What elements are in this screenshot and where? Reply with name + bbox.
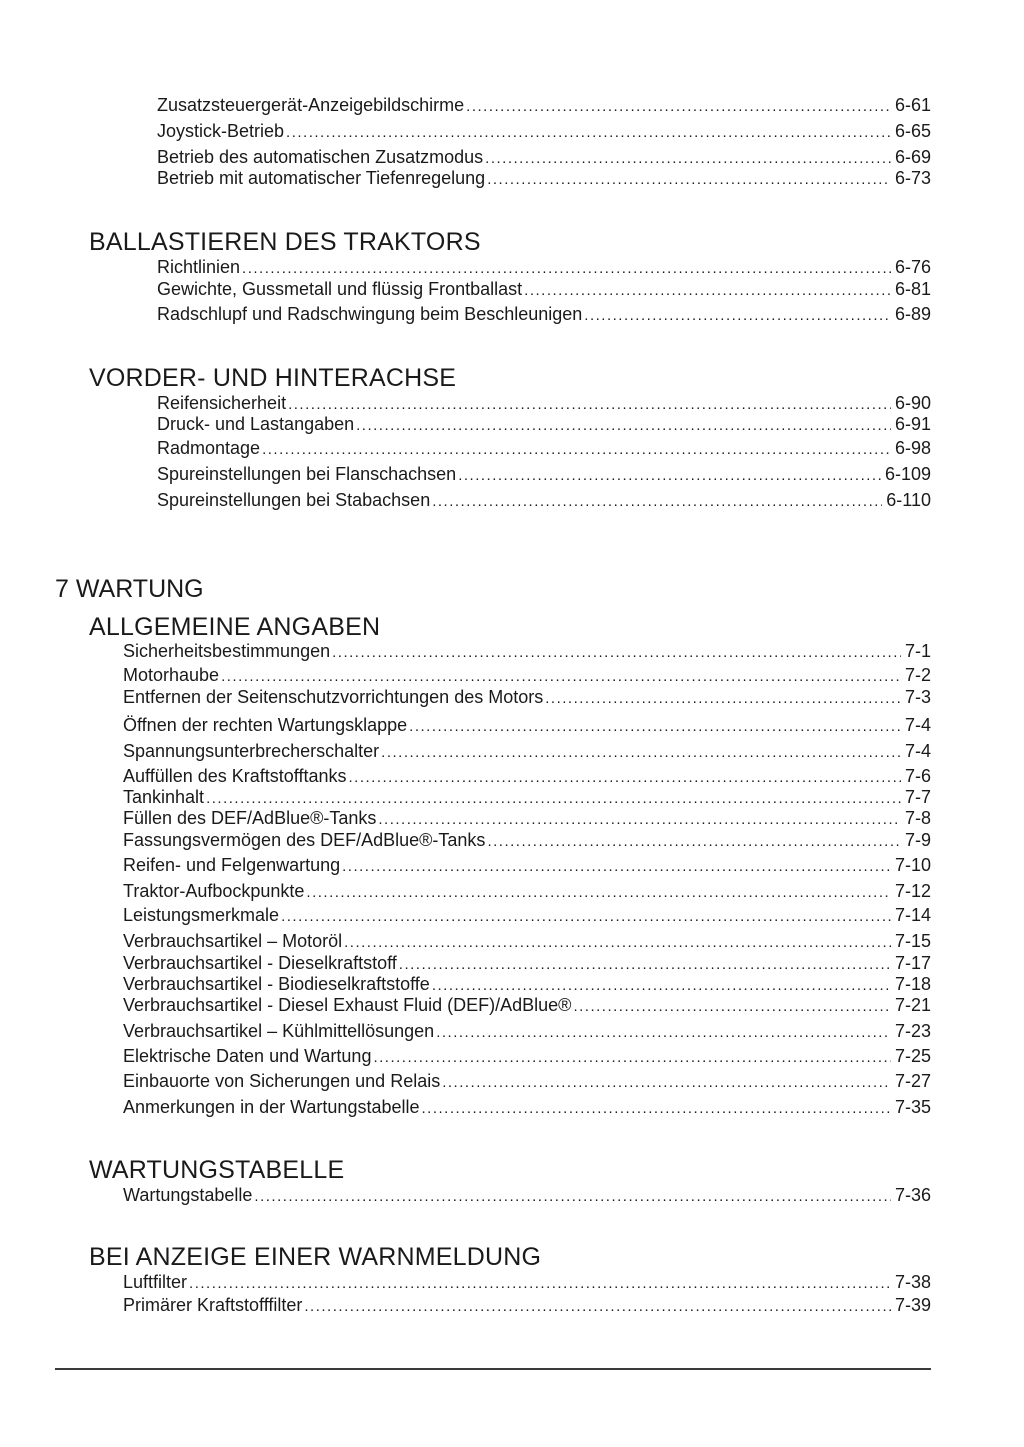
toc-entry[interactable]	[123, 829, 931, 853]
toc-leader-dots	[373, 1047, 891, 1069]
toc-entry-label: Zusatzsteuergerät-Anzeigebildschirme	[157, 95, 465, 115]
toc-entry-label: Radschlupf und Radschwingung beim Beschleunigen	[157, 304, 583, 324]
toc-leader-dots	[422, 1098, 891, 1120]
toc-leader-dots	[332, 642, 901, 664]
toc-entry[interactable]	[157, 489, 931, 513]
toc-entry-page: 7-10	[894, 855, 931, 875]
toc-entry-page: 7-18	[894, 974, 931, 994]
chapter-title: 7 WARTUNG	[55, 575, 204, 603]
toc-leader-dots	[409, 716, 901, 738]
toc-entry-label: Entfernen der Seitenschutzvorrichtungen des Motors	[123, 687, 544, 707]
footer-divider	[55, 1368, 931, 1370]
toc-entry[interactable]	[123, 930, 931, 954]
toc-entry[interactable]	[123, 1294, 931, 1318]
toc-entry-label: Fassungsvermögen des DEF/AdBlue®-Tanks	[123, 830, 486, 850]
toc-leader-dots	[432, 491, 882, 513]
toc-entry[interactable]	[157, 303, 931, 327]
toc-entry-page: 7-3	[904, 687, 931, 707]
toc-entry-label: Elektrische Daten und Wartung	[123, 1046, 372, 1066]
toc-entry[interactable]	[123, 1045, 931, 1069]
toc-entry[interactable]	[123, 854, 931, 878]
toc-entry-page: 7-35	[894, 1097, 931, 1117]
toc-entry[interactable]	[157, 120, 931, 144]
toc-leader-dots	[524, 280, 891, 302]
toc-entry-label: Sicherheitsbestimmungen	[123, 641, 331, 661]
toc-entry-page: 7-7	[904, 787, 931, 807]
toc-entry-page: 7-23	[894, 1021, 931, 1041]
toc-entry-page: 7-8	[904, 808, 931, 828]
toc-leader-dots	[254, 1186, 891, 1208]
toc-leader-dots	[221, 666, 901, 688]
toc-leader-dots	[304, 1296, 891, 1318]
section-heading-ballast: BALLASTIEREN DES TRAKTORS	[89, 228, 481, 256]
toc-entry-page: 7-14	[894, 905, 931, 925]
toc-entry[interactable]	[123, 1184, 931, 1208]
toc-entry-page: 7-21	[894, 995, 931, 1015]
toc-entry-page: 7-36	[894, 1185, 931, 1205]
toc-entry-label: Betrieb des automatischen Zusatzmodus	[157, 147, 484, 167]
toc-entry[interactable]	[157, 256, 931, 280]
toc-entry-page: 7-15	[894, 931, 931, 951]
toc-entry-label: Tankinhalt	[123, 787, 205, 807]
toc-entry-label: Füllen des DEF/AdBlue®-Tanks	[123, 808, 377, 828]
toc-entry-label: Leistungsmerkmale	[123, 905, 280, 925]
toc-leader-dots	[442, 1072, 891, 1094]
toc-entry-page: 6-61	[894, 95, 931, 115]
toc-entry-page: 6-110	[886, 490, 931, 510]
toc-entry-page: 7-4	[904, 741, 931, 761]
toc-entry-label: Öffnen der rechten Wartungsklappe	[123, 715, 408, 735]
toc-entry-label: Traktor-Aufbockpunkte	[123, 881, 305, 901]
toc-entry[interactable]	[157, 94, 931, 118]
toc-entry-label: Einbauorte von Sicherungen und Relais	[123, 1071, 441, 1091]
toc-entry-label: Verbrauchsartikel - Dieselkraftstoff	[123, 953, 397, 973]
section-heading-axles: VORDER- UND HINTERACHSE	[89, 364, 457, 392]
toc-entry-label: Anmerkungen in der Wartungstabelle	[123, 1097, 420, 1117]
toc-entry-label: Verbrauchsartikel - Biodieselkraftstoffe	[123, 974, 430, 994]
toc-leader-dots	[344, 932, 891, 954]
toc-entry-label: Spureinstellungen bei Flanschachsen	[157, 464, 457, 484]
toc-entry[interactable]	[123, 1096, 931, 1120]
toc-entry-page: 6-91	[894, 414, 931, 434]
toc-entry-label: Reifen- und Felgenwartung	[123, 855, 341, 875]
toc-entry[interactable]	[157, 278, 931, 302]
toc-entry-page: 7-4	[904, 715, 931, 735]
toc-entry[interactable]	[123, 994, 931, 1018]
toc-entry[interactable]	[123, 714, 931, 738]
toc-entry[interactable]	[123, 640, 931, 664]
toc-entry-label: Betrieb mit automatischer Tiefenregelung	[157, 168, 486, 188]
toc-entry-page: 7-2	[904, 665, 931, 685]
toc-entry-page: 6-73	[894, 168, 931, 188]
toc-entry-page: 7-39	[894, 1295, 931, 1315]
toc-entry[interactable]	[123, 904, 931, 928]
toc-entry-label: Reifensicherheit	[157, 393, 287, 413]
toc-entry-label: Verbrauchsartikel - Diesel Exhaust Fluid (DEF)/AdBlue®	[123, 995, 572, 1015]
toc-entry-page: 6-65	[894, 121, 931, 141]
toc-entry-page: 7-17	[894, 953, 931, 973]
toc-entry-label: Luftfilter	[123, 1272, 188, 1292]
toc-leader-dots	[189, 1273, 891, 1295]
toc-leader-dots	[466, 96, 891, 118]
toc-entry-page: 7-27	[894, 1071, 931, 1091]
toc-entry-page: 6-89	[894, 304, 931, 324]
toc-entry[interactable]	[123, 1271, 931, 1295]
toc-leader-dots	[584, 305, 891, 327]
toc-entry-page: 6-69	[894, 147, 931, 167]
toc-leader-dots	[306, 882, 891, 904]
toc-entry[interactable]	[157, 413, 931, 437]
toc-entry[interactable]	[157, 167, 931, 191]
section-heading-general: ALLGEMEINE ANGABEN	[89, 613, 381, 641]
toc-leader-dots	[436, 1022, 891, 1044]
toc-entry-label: Motorhaube	[123, 665, 220, 685]
toc-entry-label: Verbrauchsartikel – Kühlmittellösungen	[123, 1021, 435, 1041]
toc-entry-page: 6-90	[894, 393, 931, 413]
toc-leader-dots	[545, 688, 901, 710]
toc-leader-dots	[381, 742, 901, 764]
toc-entry-label: Druck- und Lastangaben	[157, 414, 355, 434]
toc-entry[interactable]	[123, 1020, 931, 1044]
toc-leader-dots	[487, 831, 901, 853]
toc-entry-label: Primärer Kraftstofffilter	[123, 1295, 303, 1315]
toc-entry-page: 7-38	[894, 1272, 931, 1292]
toc-entry[interactable]	[123, 664, 931, 688]
toc-entry[interactable]	[123, 807, 931, 831]
toc-entry-label: Auffüllen des Kraftstofftanks	[123, 766, 347, 786]
toc-entry-label: Joystick-Betrieb	[157, 121, 285, 141]
toc-entry-page: 6-98	[894, 438, 931, 458]
toc-entry[interactable]	[157, 437, 931, 461]
toc-leader-dots	[378, 809, 901, 831]
section-heading-maintenance-table: WARTUNGSTABELLE	[89, 1156, 345, 1184]
toc-entry-page: 7-12	[894, 881, 931, 901]
toc-entry[interactable]	[123, 686, 931, 710]
toc-entry-label: Radmontage	[157, 438, 261, 458]
toc-entry[interactable]	[123, 1070, 931, 1094]
toc-entry-page: 6-81	[894, 279, 931, 299]
toc-entry[interactable]	[123, 880, 931, 904]
toc-leader-dots	[242, 258, 891, 280]
toc-entry[interactable]	[123, 740, 931, 764]
toc-entry-label: Richtlinien	[157, 257, 241, 277]
toc-entry-label: Gewichte, Gussmetall und flüssig Frontballast	[157, 279, 523, 299]
toc-entry-page: 7-25	[894, 1046, 931, 1066]
toc-leader-dots	[286, 122, 891, 144]
toc-leader-dots	[356, 415, 891, 437]
toc-entry-label: Wartungstabelle	[123, 1185, 253, 1205]
toc-entry-page: 7-9	[904, 830, 931, 850]
toc-entry-page: 6-109	[884, 464, 931, 484]
toc-entry-label: Verbrauchsartikel – Motoröl	[123, 931, 343, 951]
toc-entry-page: 7-1	[904, 641, 931, 661]
toc-entry-label: Spureinstellungen bei Stabachsen	[157, 490, 431, 510]
toc-leader-dots	[262, 439, 891, 461]
toc-leader-dots	[573, 996, 891, 1018]
toc-entry-page: 7-6	[904, 766, 931, 786]
toc-entry[interactable]	[157, 463, 931, 487]
toc-leader-dots	[342, 856, 891, 878]
toc-leader-dots	[458, 465, 881, 487]
section-heading-warning: BEI ANZEIGE EINER WARNMELDUNG	[89, 1243, 542, 1271]
toc-leader-dots	[487, 169, 891, 191]
toc-leader-dots	[281, 906, 891, 928]
toc-entry-page: 6-76	[894, 257, 931, 277]
toc-entry-label: Spannungsunterbrecherschalter	[123, 741, 380, 761]
